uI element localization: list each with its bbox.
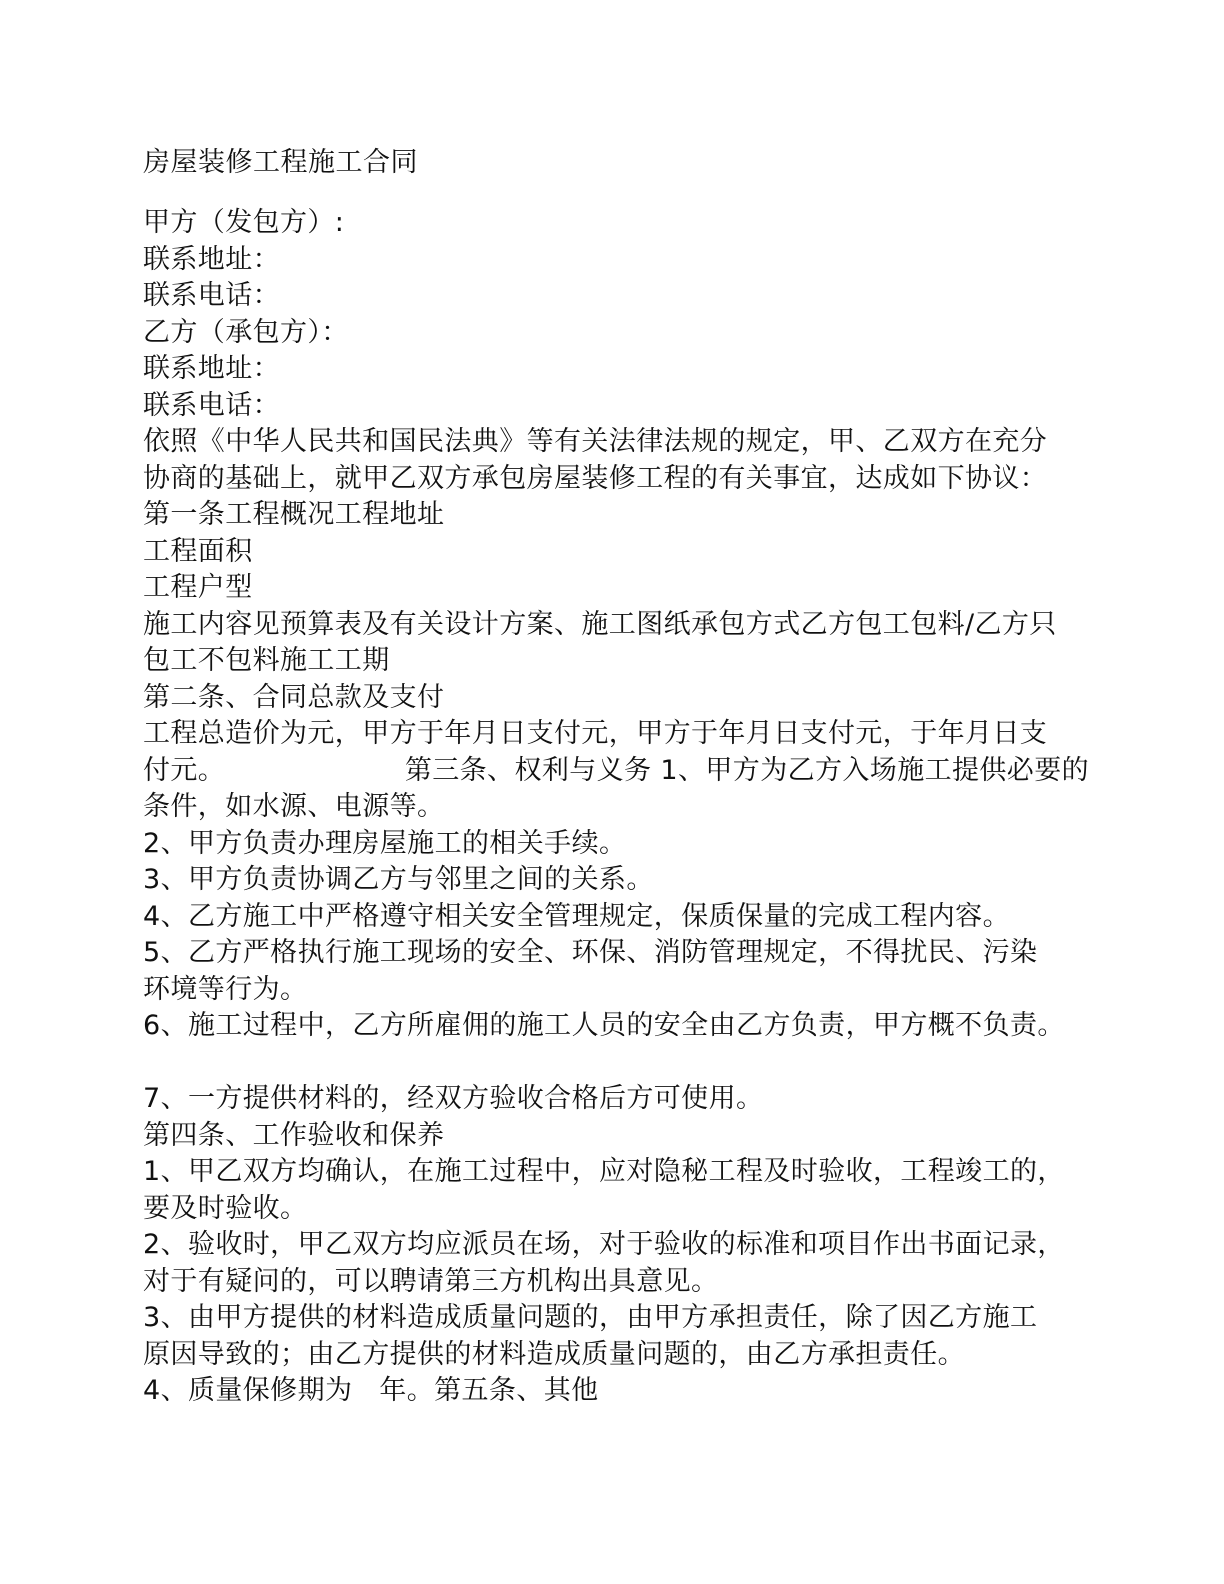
body-line: 付元。 第三条、权利与义务 1、甲方为乙方入场施工提供必要的 (143, 754, 1090, 786)
body-line: 对于有疑问的，可以聘请第三方机构出具意见。 (143, 1265, 719, 1297)
body-line: 环境等行为。 (143, 973, 308, 1005)
body-line: 4、乙方施工中严格遵守相关安全管理规定，保质保量的完成工程内容。 (143, 900, 1010, 932)
body-line: 联系地址： (143, 353, 280, 384)
body-line: 施工内容见预算表及有关设计方案、施工图纸承包方式乙方包工包料/乙方只 (143, 608, 1057, 640)
body-line: 2、甲方负责办理房屋施工的相关手续。 (143, 827, 627, 859)
body-line: 原因导致的；由乙方提供的材料造成质量问题的，由乙方承担责任。 (143, 1338, 965, 1370)
body-line: 联系电话： (143, 389, 280, 421)
body-line: 第二条、合同总款及支付 (143, 681, 445, 713)
body-line: 工程户型 (143, 572, 253, 603)
body-line: 依照《中华人民共和国民法典》等有关法律法规的规定，甲、乙双方在充分 (143, 426, 1048, 457)
body-line: 联系电话： (143, 280, 280, 311)
body-line: 联系地址： (143, 243, 280, 275)
body-line: 4、质量保修期为 年。第五条、其他 (143, 1375, 599, 1406)
body-line: 乙方（承包方）： (143, 316, 349, 348)
body-line: 包工不包料施工工期 (143, 645, 390, 676)
body-line: 5、乙方严格执行施工现场的安全、环保、消防管理规定，不得扰民、污染 (143, 937, 1038, 968)
body-line: 工程总造价为元，甲方于年月日支付元，甲方于年月日支付元，于年月日支 (143, 718, 1048, 749)
body-line: 要及时验收。 (143, 1192, 308, 1224)
body-line: 1、甲乙双方均确认，在施工过程中，应对隐秘工程及时验收，工程竣工的， (143, 1156, 1065, 1187)
document-body (143, 205, 1090, 1410)
body-line: 3、由甲方提供的材料造成质量问题的，由甲方承担责任，除了因乙方施工 (143, 1302, 1038, 1333)
document-page (143, 143, 1090, 1410)
body-line: 第四条、工作验收和保养 (143, 1119, 445, 1151)
body-line: 甲方（发包方）: (143, 207, 345, 238)
body-line: 2、验收时，甲乙双方均应派员在场，对于验收的标准和项目作出书面记录， (143, 1229, 1065, 1260)
body-line: 条件，如水源、电源等。 (143, 791, 445, 822)
body-line: 协商的基础上，就甲乙双方承包房屋装修工程的有关事宜，达成如下协议： (143, 462, 1048, 494)
body-line: 3、甲方负责协调乙方与邻里之间的关系。 (143, 864, 654, 895)
blank-line (143, 1045, 1083, 1082)
body-line: 6、施工过程中，乙方所雇佣的施工人员的安全由乙方负责，甲方概不负责。 (143, 1010, 1065, 1041)
body-line: 工程面积 (143, 535, 253, 567)
body-line: 第一条工程概况工程地址 (143, 499, 445, 530)
body-line: 7、一方提供材料的，经双方验收合格后方可使用。 (143, 1083, 764, 1114)
document-title: 房屋装修工程施工合同 (143, 147, 418, 178)
